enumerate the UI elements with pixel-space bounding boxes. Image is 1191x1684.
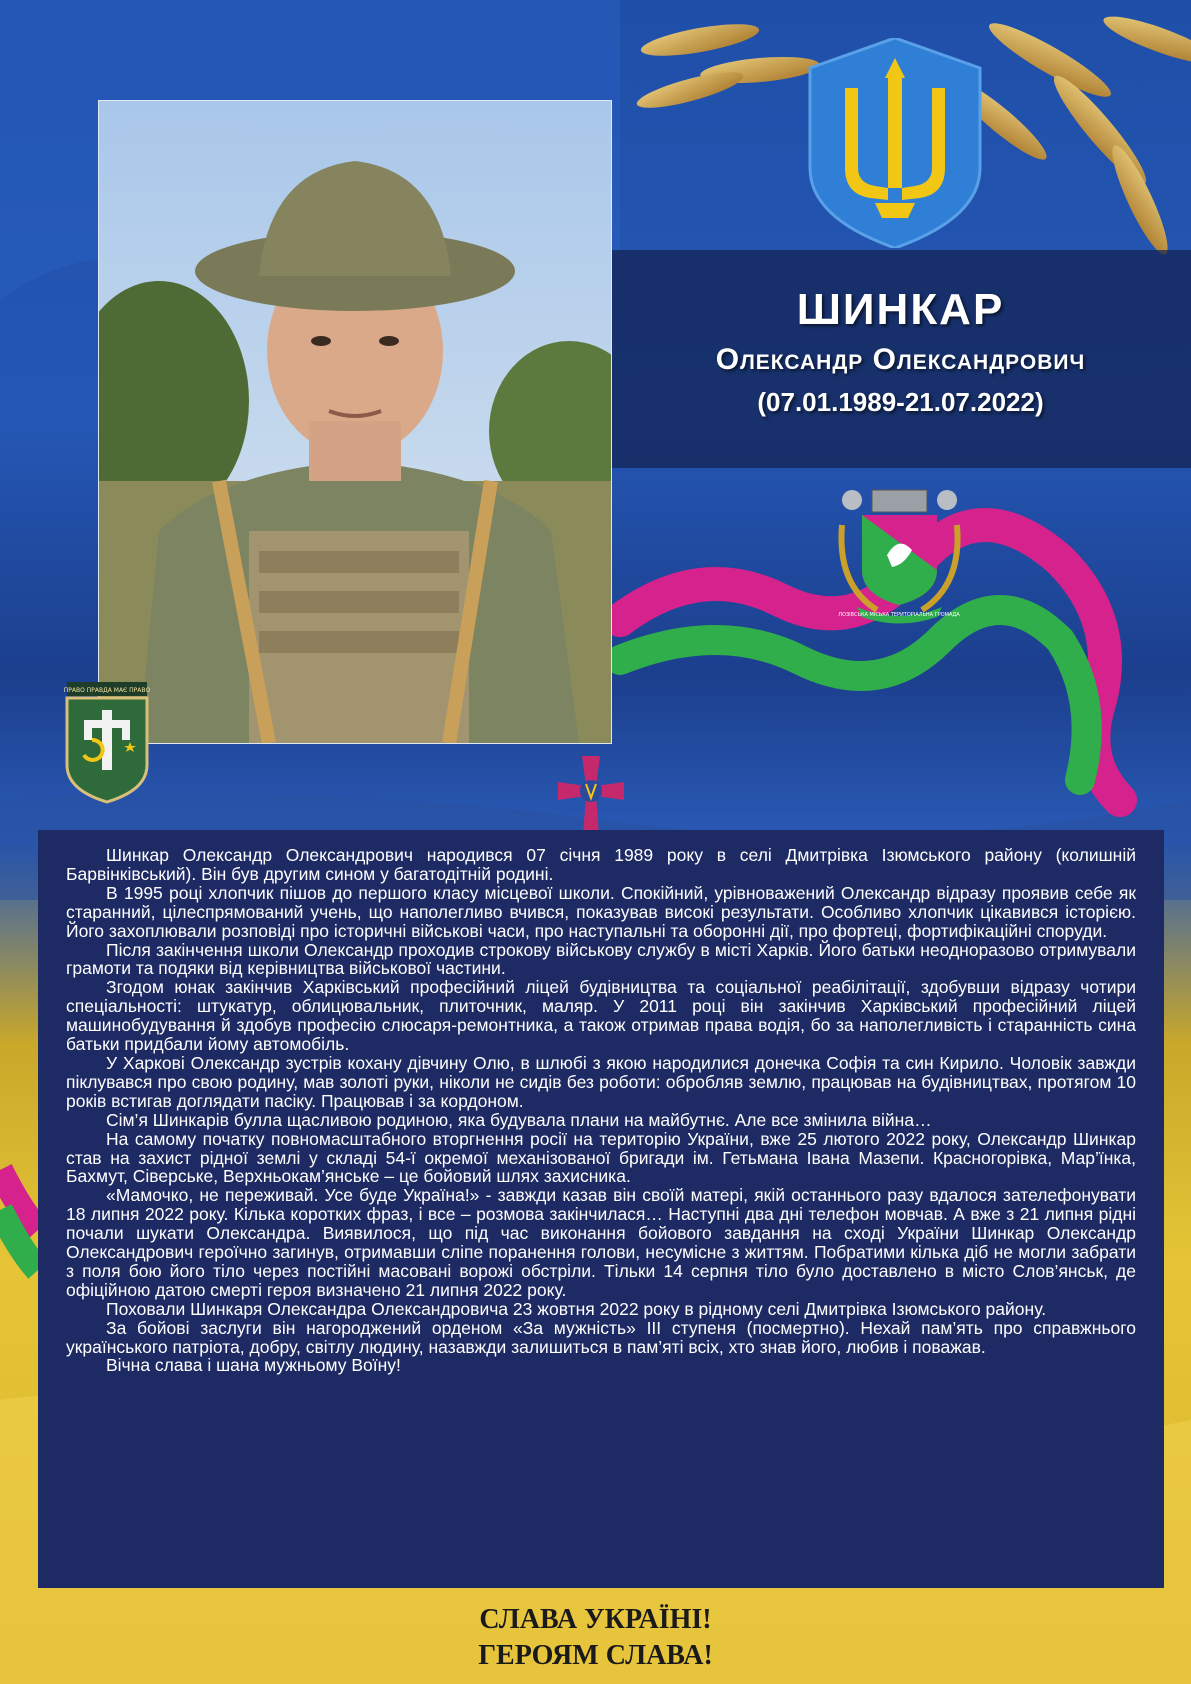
brigade-emblem-icon (62, 680, 152, 805)
closing-slogan (0, 1602, 1191, 1674)
biography-paragraph: «Мамочко, не переживай. Усе буде Україна!» - завжди казав він своїй матері, якій останнього разу вдалося зателефонувати 18 липня 2022 року. Кілька коротких фраз, і все – розмова закінчилася… Наступні два дні телефон мовчав. А вже з 21 липня рідні почали шукати Олександра. Виявилося, що під час виконання бойового завдання на сході України Шинкар Олександр Олександрович героїчно загинув, отримавши сліпе поранення голови, несумісне з життям. Побратими кілька діб не могли забрати з поля бою його тіло через постійні масовані ворожі обстріли. Тільки 14 серпня тіло було доставлено в місто Слов’янськ, де офіційною датою смерті героя визначено 21 липня 2022 року. (66, 1185, 1136, 1300)
biography-panel (38, 830, 1164, 1588)
slogan-line-2: ГЕРОЯМ СЛАВА! (478, 1640, 713, 1671)
biography-paragraph: В 1995 році хлопчик пішов до першого класу місцевої школи. Спокійний, урівноважений Олександр відразу проявив себе як старанний, цілеспрямований учень, що наполегливо вчився, показував високі результати. Особливо хлопчик цікавився історією. Його захоплювали розповіді про історичні військові часи, про наступальні та оборонні дії, про фортеці, фортифікаційні споруди. (66, 882, 1136, 941)
biography-paragraph: За бойові заслуги він нагороджений орденом «За мужність» ІІІ ступеня (посмертно). Нехай пам’ять про справжнього українського патріота, добру, світлу людину, назавжди залишиться в пам’яті всіх, хто знав його, любив і поважав. (66, 1317, 1136, 1357)
biography-paragraph: Вічна слава і шана мужньому Воїну! (106, 1355, 401, 1376)
soldier-portrait-photo (98, 100, 612, 744)
brigade-motto: ПРАВО ПРАВДА МАЄ ПРАВО (63, 687, 151, 694)
city-coat-caption: ЛОЗІВСЬКА МІСЬКА ТЕРИТОРІАЛЬНА ГРОМАДА (838, 612, 960, 618)
biography-paragraph: На самому початку повномасштабного вторгнення росії на територію України, вже 25 лютого 2022 року, Олександр Шинкар став на захист рідної землі у складі 54-ї окремої механізованої бригади ім. Гетьмана Івана Мазепи. Красногорівка, Мар’їнка, Бахмут, Сіверське, Верхньокам’янське – це бойовий шлях захисника. (66, 1128, 1136, 1187)
hero-life-dates: (07.01.1989-21.07.2022) (757, 387, 1044, 417)
biography-paragraph: Згодом юнак закінчив Харківський професійний ліцей будівництва та соціальної реабілітації, здобувши відразу чотири спеціальності: штукатур, облицювальник, плиточник, маляр. У 2011 році він закінчив Харківський професійний ліцей машинобудування й здобув професію слюсаря-ремонтника, а також отримав права водія, бо за наполегливість і старанність сина батьки придбали йому автомобіль. (66, 977, 1136, 1055)
hero-given-names: Олександр Олександрович (715, 343, 1086, 376)
biography-paragraph: Поховали Шинкаря Олександра Олександровича 23 жовтня 2022 року в рідному селі Дмитрівка Ізюмського району. (106, 1298, 1047, 1319)
hero-name-block (610, 285, 1191, 418)
biography-paragraph: У Харкові Олександр зустрів кохану дівчину Олю, в шлюбі з якою народилися донечка Софія та син Кирило. Чоловік завжди піклувався про свою родину, мав золоті руки, ніколи не сидів без роботи: обробляв землю, працював на будівництвах, протягом 10 років встигав доглядати пасіку. Працював і за кордоном. (66, 1052, 1136, 1111)
trident-coat-of-arms-icon (800, 38, 990, 248)
slogan-line-1: СЛАВА УКРАЇНІ! (479, 1604, 712, 1635)
biography-paragraph: Шинкар Олександр Олександрович народився 07 січня 1989 року в селі Дмитрівка Ізюмського району (колишній Барвінківський). Він був другим сином у багатодітній родині. (66, 845, 1136, 884)
biography-paragraph: Після закінчення школи Олександр проходив строкову військову службу в місті Харків. Його батьки неодноразово отримували грамоти та подяки від керівництва військової частини. (66, 939, 1136, 979)
city-coat-of-arms-icon (832, 485, 967, 625)
hero-surname: ШИНКАР (796, 285, 1005, 334)
biography-paragraph: Сім’я Шинкарів булла щасливою родиною, яка будувала плани на майбутнє. Але все змінила війна… (106, 1109, 932, 1130)
